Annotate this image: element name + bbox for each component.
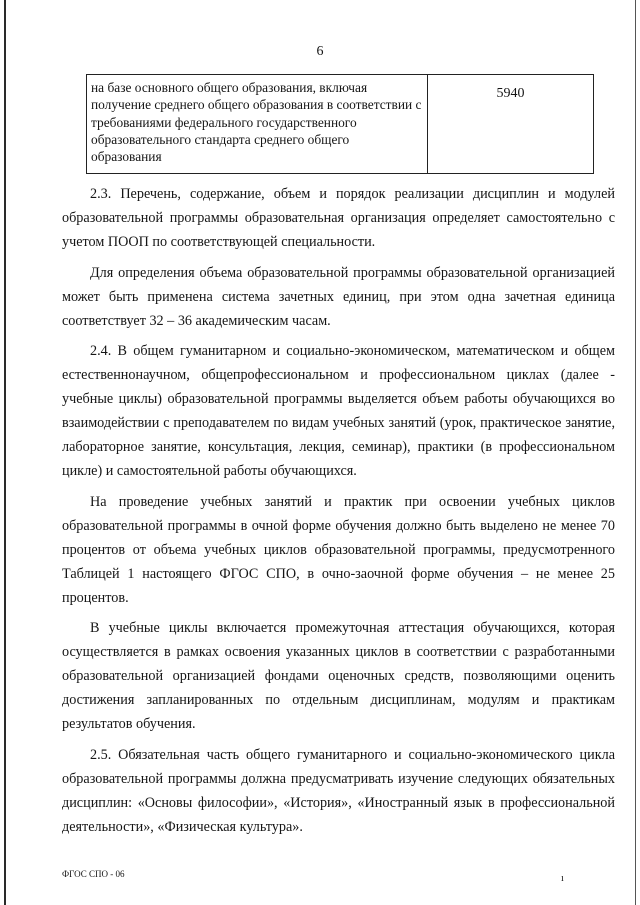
paragraph-credit-units: Для определения объема образовательной программы образовательной организацией может быть применена система зачетных единиц, при этом одна зачетная единица соответствует 32 – 36 академическим часам. [62,264,615,329]
page-number: 6 [316,44,324,59]
footer-label: ФГОС СПО - 06 [62,869,125,879]
paragraph-2-4: 2.4. В общем гуманитарном и социально-экономическом, математическом и общем естественнонаучном, общепрофессиональном и профессиональном циклах (далее - учебные циклы) образовательной программы выделяется объем работы обучающихся во взаимодействии с преподавателем по видам учебных занятий (урок, практическое занятие, лабораторное занятие, консультация, лекция, семинар), практики (в профессиональном цикле) и самостоятельной работы обучающихся. [62,343,615,479]
left-scan-edge [4,0,6,905]
paragraph-practice-volume: На проведение учебных занятий и практик при освоении учебных циклов образовательной программы в очной форме обучения должно быть выделено не менее 70 процентов от объема учебных циклов образовательной программы, предусмотренного Таблицей 1 настоящего ФГОС СПО, в очно-заочной форме обучения – не менее 25 процентов. [62,493,615,606]
body-text [62,183,615,847]
paragraph-attestation: В учебные циклы включается промежуточная аттестация обучающихся, которая осуществляется в рамках освоения указанных циклов в соответствии с разработанными образовательной организацией фондами оценочных средств, позволяющими оценить достижения запланированных по отдельным дисциплинам, модулям и практикам результатов обучения. [62,620,615,733]
paragraph-2-3: 2.3. Перечень, содержание, объем и порядок реализации дисциплин и модулей образовательной программы образовательная организация определяет самостоятельно с учетом ПООП по соответствующей специальности. [62,186,615,250]
table-cell-value: 5940 [496,86,525,101]
paragraph-2-5: 2.5. Обязательная часть общего гуманитарного и социально-экономического цикла образовательной программы должна предусматривать изучение следующих обязательных дисциплин: «Основы философии», «История», «Иностранный язык в профессиональной деятельности», «Физическая культура». [62,746,615,835]
hours-table [86,74,594,174]
right-scan-edge [635,0,636,905]
table-cell-description: на базе основного общего образования, включая получение среднего общего образования в соответствии с требованиями федерального государственного образовательного стандарта среднего общего образования [87,75,428,173]
corner-mark: ı [561,873,564,884]
